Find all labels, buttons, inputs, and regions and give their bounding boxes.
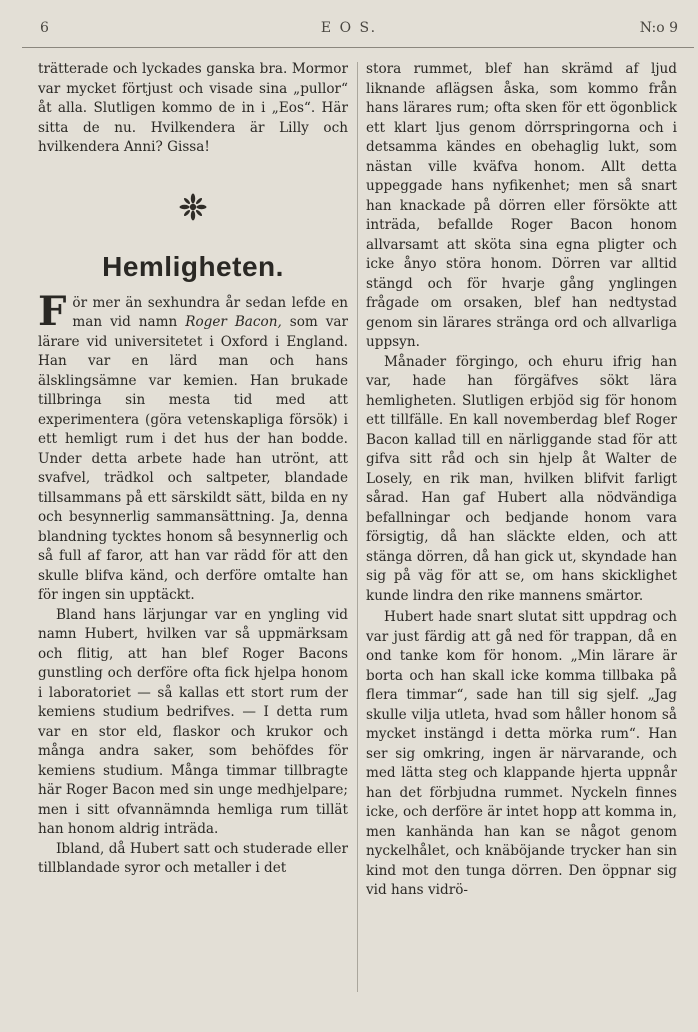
drop-cap: F (38, 287, 67, 335)
header-rule (22, 47, 694, 48)
article-paragraph (38, 287, 349, 606)
article-paragraph: Ibland, då Hubert satt och studerade eller tillblandade syror och metaller i det (38, 840, 348, 876)
article-paragraph: Månader förgingo, och ehuru ifrig han var, hade han förgäfves sökt lära hemligheten. Slutligen erbjöd sig för honom ett tillfälle. En kall novemberdag blef Roger Bacon kallad till en närliggande stad för att gifva sitt råd och sin hjelp åt Walter de Losely, en rik man, hvilken blifvit farligt sårad. Han gaf Hubert alla nödvändiga befallningar och bedjande honom vara försigtig, då han släckte elden, och att stänga dörren, då han gick ut, skyndade han sig på väg för att se, om hans skicklighet kunde lindra den rike mannens smärtor. (366, 353, 677, 604)
person-name: Roger Bacon, (185, 314, 282, 330)
page-number: 6 (40, 20, 49, 36)
right-column (366, 60, 677, 901)
floral-ornament-icon (178, 192, 208, 222)
paragraph-text: som var lärare vid universitetet i Oxford i England. Han var en lärd man och hans älsklingsämne var kemien. Han brukade tillbringa sin mesta tid med att experimentera (göra vetenskapliga försök) i ett hemligt rum i det hus der han bodde. Under detta arbete hade han utrönt, att svafvel, trädkol och saltpeter, blandade tillsammans på ett särskildt sätt, bilda en ny och besynnerlig sammansättning. Ja, denna blandning tycktes honom så besynnerlig och så full af faror, att han var rädd för att den skulle blifva känd, och derföre omtalte han för ingen sin upptäckt. (38, 314, 349, 603)
paragraph-text: ör mer än sexhundra år sedan lefde en man vid namn (72, 294, 348, 330)
intro-paragraph: trätterade och lyckades ganska bra. Mormor var mycket förtjust och visade sina „pullor“ åt alla. Slutligen kommo de in i „Eos“. Här sitta de nu. Hvilkendera är Lilly och hvilkendera Anni? Gissa! (38, 61, 348, 155)
article-paragraph: stora rummet, blef han skrämd af ljud liknande aflägsen åska, som kommo från hans lärares rum; ofta sken för ett ögonblick ett klart ljus genom dörrspringorna och i detsamma kändes en obehaglig lukt, som nästan ville kväfva honom. Allt detta uppeggade hans nyfikenhet; men så snart han knackade på dörren eller försökte att inträda, befallde Roger Bacon honom allvarsamt att sköta sina egna pligter och icke ånyo störa honom. Dörren var alltid stängd och för hvarje gång ynglingen frågade om orsaken, blef han nedtystad genom sin lärares stränga ord och allvarliga uppsyn. (366, 61, 677, 350)
journal-title: E O S. (320, 20, 378, 36)
column-divider (357, 62, 358, 992)
article-paragraph: Bland hans lärjungar var en yngling vid namn Hubert, hvilken var så uppmärksam och flitig, att han blef Roger Bacons gunstling och derföre ofta fick hjelpa honom i laboratoriet — så kallas ett stort rum der kemiens studium bedrifves. — I detta rum var en stor eld, flaskor och krukor och många andra saker, som behöfdes för kemiens studium. Många timmar tillbragte här Roger Bacon med sin unge medhjelpare; men i sitt ofvannämnda hemliga rum tillät han honom aldrig inträda. (38, 606, 348, 837)
left-column (38, 60, 348, 879)
article-paragraph: Hubert hade snart slutat sitt uppdrag och var just färdig att gå ned för trappan, då en ond tanke kom för honom. „Min lärare är borta och han skall icke komma tillbaka på flera timmar“, sade han till sig sjelf. „Jag skulle vilja utleta, hvad som håller honom så mycket instängd i detta mörka rum“. Han ser sig omkring, ingen är närvarande, och med lätta steg och klappande hjerta uppnår han det förbjudna rummet. Nyckeln finnes icke, och derföre är intet hopp att komma in, men kanhända han kan se något genom nyckelhålet, och knäböjande trycker han sin kind mot den tunga dörren. Den öppnar sig vid hans vidrö- (366, 609, 677, 898)
issue-number: N:o 9 (639, 20, 678, 36)
article-title: Hemligheten. (102, 250, 284, 282)
running-header (0, 14, 698, 44)
